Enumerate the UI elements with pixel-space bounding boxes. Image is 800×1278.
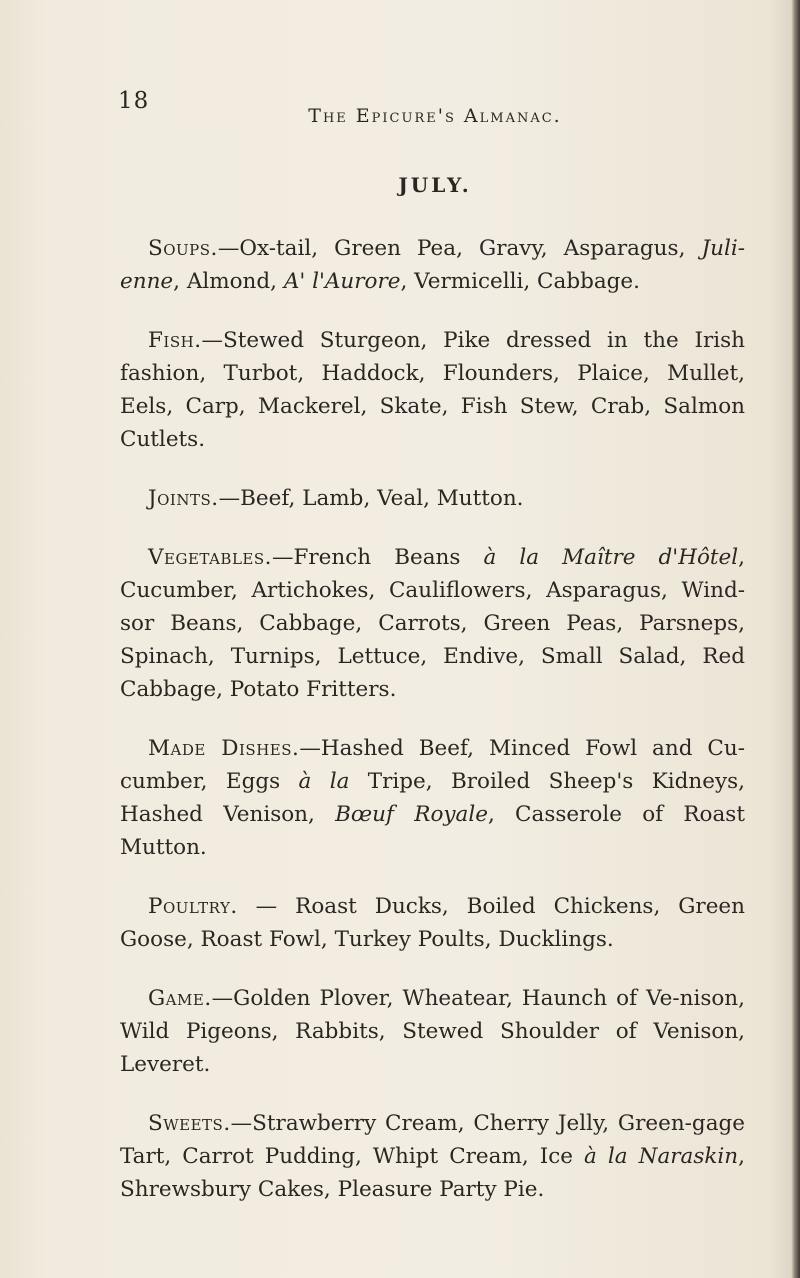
entry-text: , Shrewsbury Cakes, Pleasure Party Pie. <box>120 1144 745 1202</box>
entry-sweets: Sweets.—Strawberry Cream, Cherry Jelly, Green-gage Tart, Carrot Pudding, Whipt Cream, Ice à la Naraskin, Shrewsbury Cakes, Pleasure Party Pie. <box>120 1111 745 1202</box>
entry-text: Stewed Sturgeon, Pike dressed in the Irish fashion, Turbot, Haddock, Flounders, Plaice, Mullet, Eels, Carp, Mackerel, Skate, Fish Stew, Crab, Salmon Cutlets. <box>120 328 745 452</box>
entry-joints: Joints.—Beef, Lamb, Veal, Mutton. <box>148 486 524 511</box>
entry-text: , Casserole of Roast Mutton. <box>120 802 745 860</box>
entry-italic: à la Naraskin <box>584 1144 739 1169</box>
entry-text: , Cucumber, Artichokes, Cauliflowers, Asparagus, Wind-sor Beans, Cabbage, Carrots, Green Peas, Parsneps, Spinach, Turnips, Lettuce, Endive, Small Salad, Red Cabbage, Potato Fritters. <box>120 545 745 702</box>
entry-italic: A' l'Aurore <box>283 269 401 294</box>
entry-label: Soups. <box>148 236 218 261</box>
bill-of-fare <box>120 232 745 1232</box>
entry-made-dishes: Made Dishes.—Hashed Beef, Minced Fowl and Cu-cumber, Eggs à la Tripe, Broiled Sheep's Kidneys, Hashed Venison, Bœuf Royale, Casserole of Roast Mutton. <box>120 736 745 860</box>
entry-poultry: Poultry. — Roast Ducks, Boiled Chickens, Green Goose, Roast Fowl, Turkey Poults, Ducklings. <box>120 894 745 952</box>
entry-italic: Juli-enne <box>120 236 745 294</box>
entry-vegetables: Vegetables.—French Beans à la Maître d'Hôtel, Cucumber, Artichokes, Cauliflowers, Asparagus, Wind-sor Beans, Cabbage, Carrots, Green Peas, Parsneps, Spinach, Turnips, Lettuce, Endive, Small Salad, Red Cabbage, Potato Fritters. <box>120 545 745 702</box>
month-heading: JULY. <box>398 173 472 197</box>
entry-italic: à la Maître d'Hôtel <box>483 545 739 570</box>
entry-text: Golden Plover, Wheatear, Haunch of Ve-nison, Wild Pigeons, Rabbits, Stewed Shoulder of Venison, Leveret. <box>120 986 745 1077</box>
running-head: The Epicure's Almanac. <box>308 105 562 127</box>
entry-label: Made Dishes. <box>148 736 300 761</box>
entry-label: Sweets. <box>148 1111 231 1136</box>
entry-text: , Vermicelli, Cabbage. <box>400 269 640 294</box>
entry-text: French Beans <box>293 545 484 570</box>
entry-soups: Soups.—Ox-tail, Green Pea, Gravy, Asparagus, Juli-enne, Almond, A' l'Aurore, Vermicelli, Cabbage. <box>120 236 745 294</box>
entry-text: Roast Ducks, Boiled Chickens, Green Goose, Roast Fowl, Turkey Poults, Ducklings. <box>120 894 745 952</box>
entry-text: Tripe, Broiled Sheep's Kidneys, Hashed Venison, <box>120 769 745 827</box>
entry-label: Poultry. <box>148 894 238 919</box>
entry-text: Strawberry Cream, Cherry Jelly, Green-gage Tart, Carrot Pudding, Whipt Cream, Ice <box>120 1111 745 1169</box>
entry-text: Beef, Lamb, Veal, Mutton. <box>240 486 524 511</box>
entry-label: Game. <box>148 986 212 1011</box>
entry-text: , Almond, <box>173 269 284 294</box>
entry-label: Fish. <box>148 328 202 353</box>
entry-italic: à la <box>298 769 350 794</box>
entry-game: Game.—Golden Plover, Wheatear, Haunch of Ve-nison, Wild Pigeons, Rabbits, Stewed Shoulder of Venison, Leveret. <box>120 986 745 1077</box>
page-number: 18 <box>118 88 150 114</box>
entry-fish: Fish.—Stewed Sturgeon, Pike dressed in the Irish fashion, Turbot, Haddock, Flounders, Plaice, Mullet, Eels, Carp, Mackerel, Skate, Fish Stew, Crab, Salmon Cutlets. <box>120 328 745 452</box>
entry-text: Ox-tail, Green Pea, Gravy, Asparagus, <box>239 236 702 261</box>
entry-italic: Bœuf Royale <box>335 802 488 827</box>
entry-text: Hashed Beef, Minced Fowl and Cu-cumber, Eggs <box>120 736 745 794</box>
entry-label: Vegetables. <box>148 545 272 570</box>
entry-label: Joints. <box>148 486 219 511</box>
